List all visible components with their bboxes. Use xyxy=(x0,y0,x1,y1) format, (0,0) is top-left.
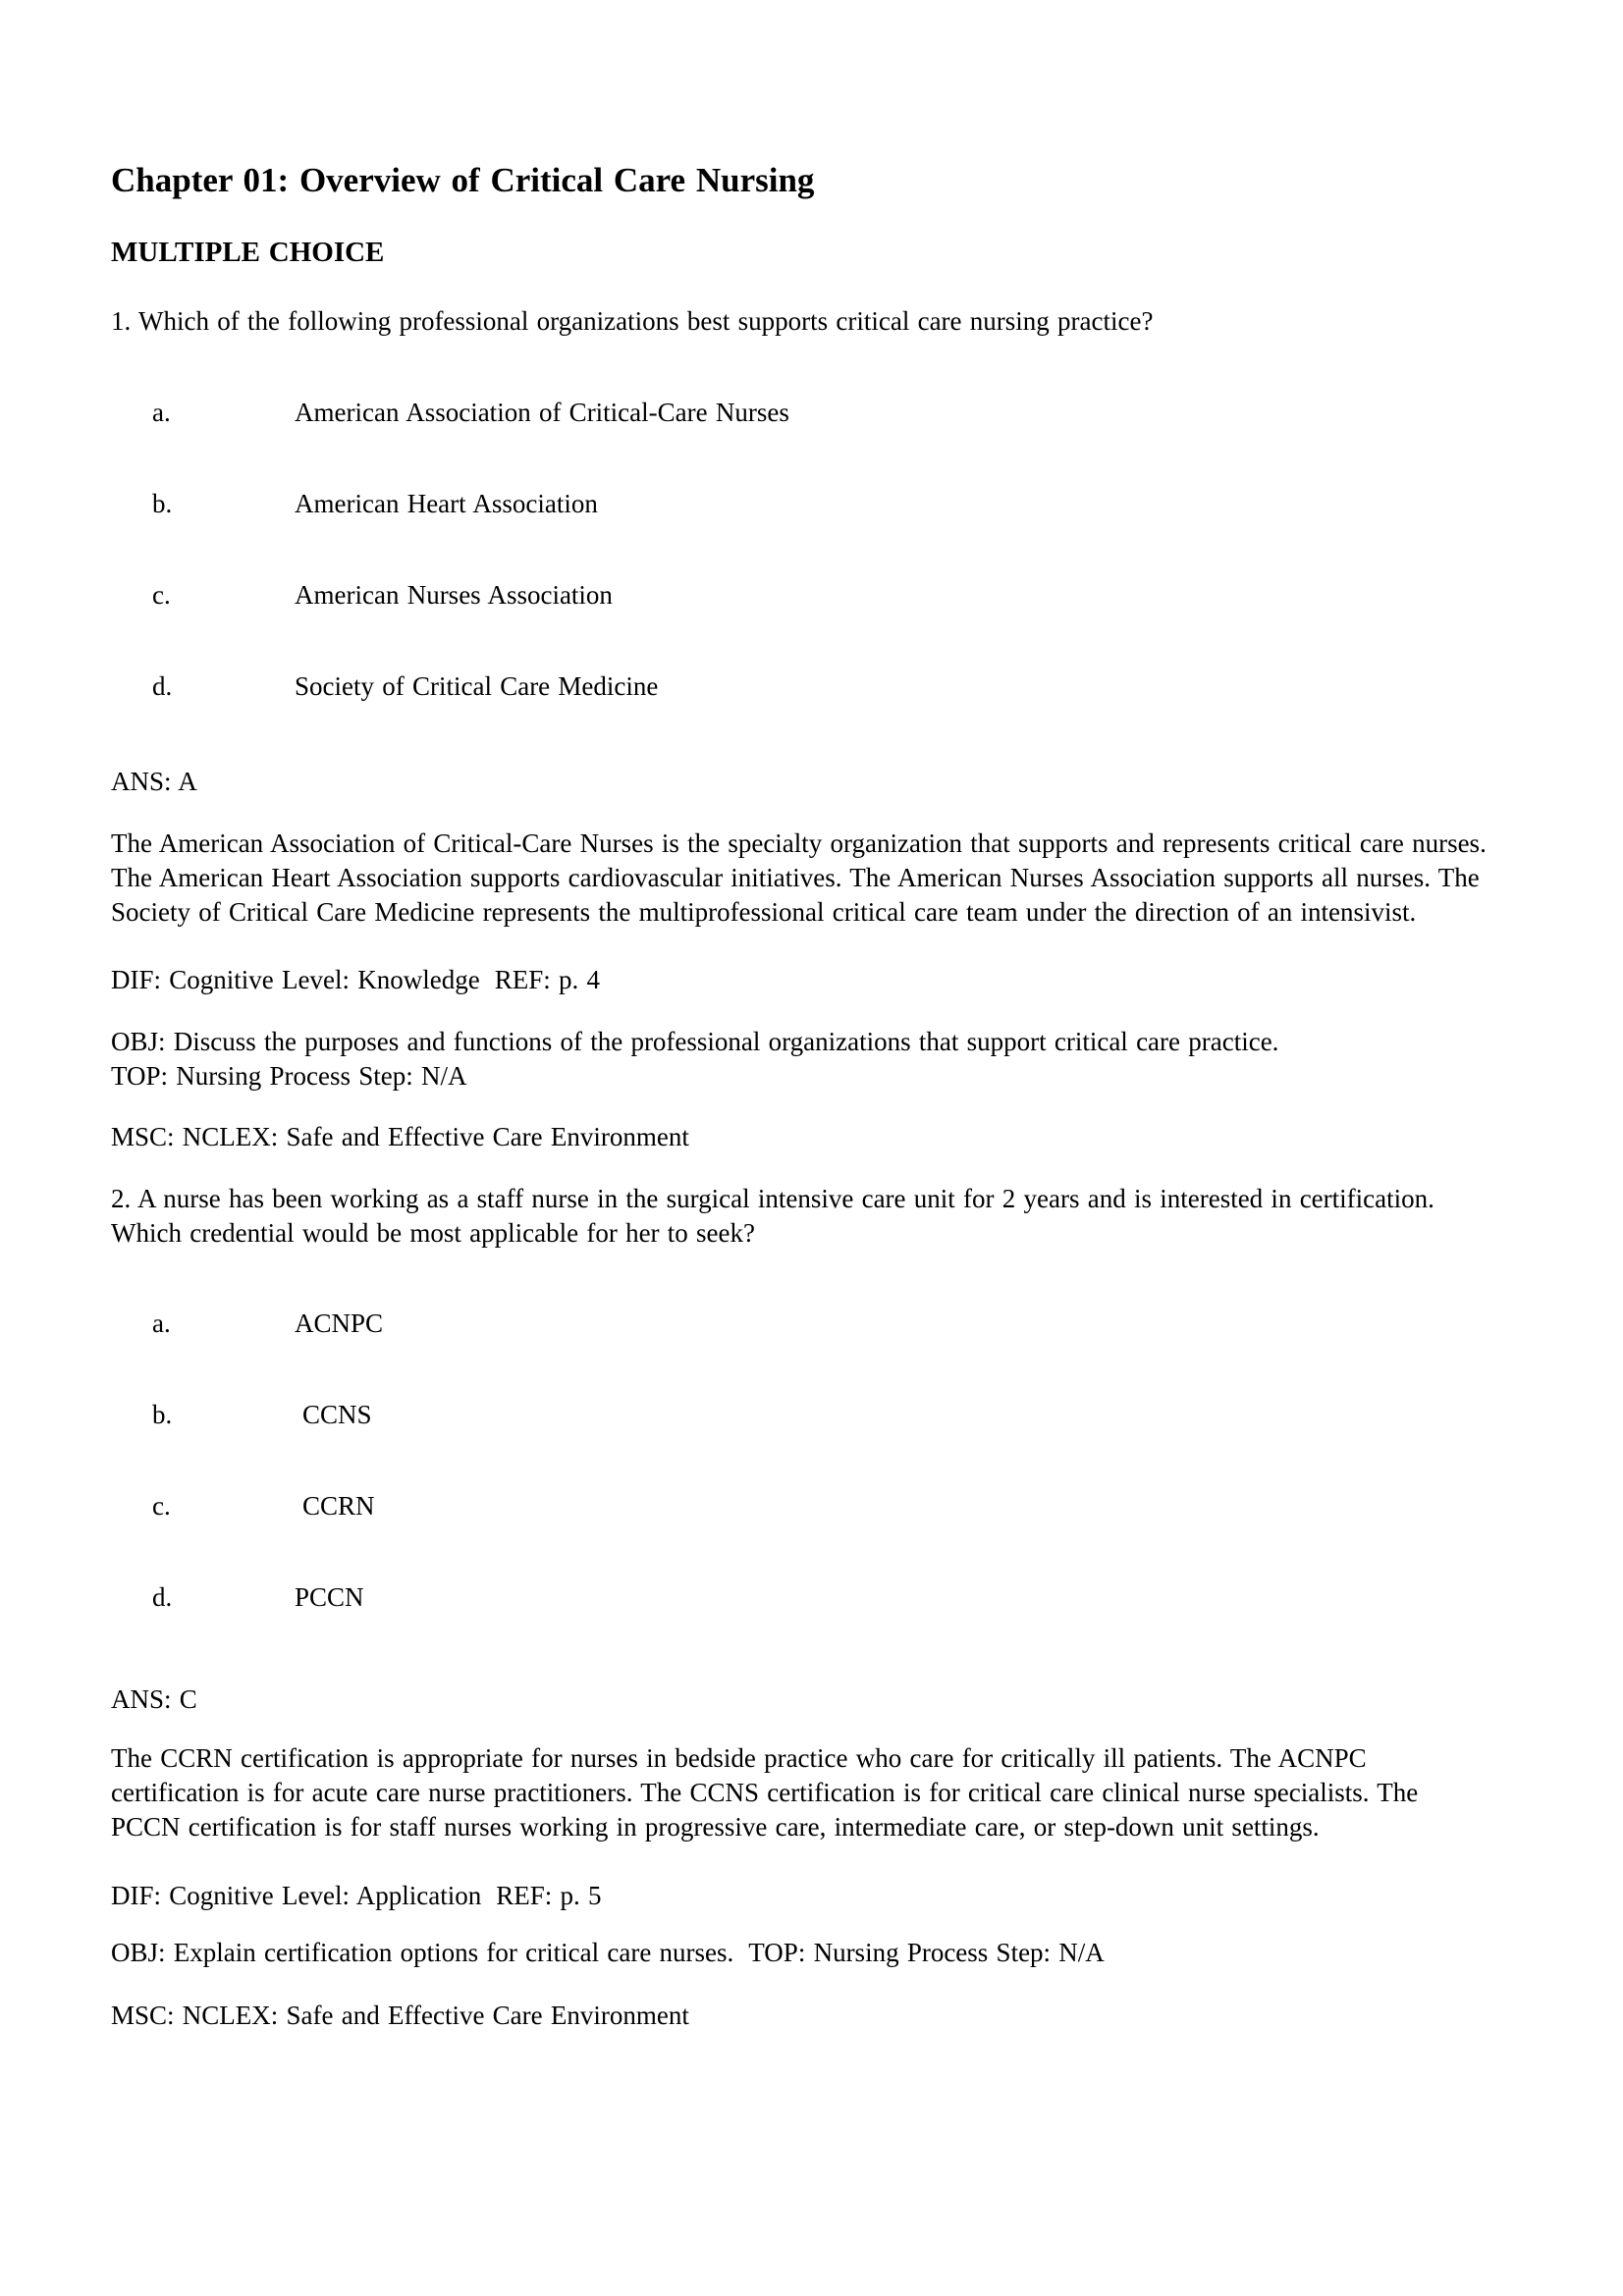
option-text: ACNPC xyxy=(295,1308,384,1338)
option-text: American Association of Critical-Care Nurses xyxy=(295,398,789,427)
answer-line: ANS: A xyxy=(111,767,197,796)
option-row-b xyxy=(111,1398,1488,1432)
top-text: TOP: Nursing Process Step: N/A xyxy=(111,1061,467,1091)
option-row-a xyxy=(111,396,1488,430)
meta-obj-line xyxy=(111,1936,1488,1970)
option-row-d xyxy=(111,669,1488,704)
page-title: Chapter 01: Overview of Critical Care Nursing xyxy=(111,161,815,199)
option-text: PCCN xyxy=(295,1582,364,1612)
obj-text: OBJ: Explain certification options for critical care nurses. xyxy=(111,1938,734,1967)
question-1 xyxy=(111,304,1488,1154)
option-row-c xyxy=(111,578,1488,613)
section-heading: MULTIPLE CHOICE xyxy=(111,237,385,268)
meta-msc-line: MSC: NCLEX: Safe and Effective Care Environment xyxy=(111,1122,689,1151)
option-letter: a. xyxy=(152,398,171,427)
answer-line: ANS: C xyxy=(111,1684,197,1714)
document-content xyxy=(111,160,1488,2033)
option-text: American Nurses Association xyxy=(295,580,613,610)
top-text: TOP: Nursing Process Step: N/A xyxy=(748,1938,1105,1967)
option-text: American Heart Association xyxy=(295,489,598,518)
option-letter: c. xyxy=(152,1491,171,1521)
dif-text: DIF: Cognitive Level: Knowledge xyxy=(111,965,480,994)
rationale: The CCRN certification is appropriate for nurses in bedside practice who care for critically ill patients. The ACNPC certification is for acute care nurse practitioners. The CCNS certification is for critical care clinical nurse specialists. The PCCN certification is for staff nurses working in progressive care, intermediate care, or step-down unit settings. xyxy=(111,1743,1419,1842)
option-text: CCNS xyxy=(302,1400,372,1429)
meta-msc-line: MSC: NCLEX: Safe and Effective Care Environment xyxy=(111,2001,689,2030)
dif-text: DIF: Cognitive Level: Application xyxy=(111,1881,482,1910)
option-letter: a. xyxy=(152,1308,171,1338)
option-letter: b. xyxy=(152,489,173,518)
option-text: CCRN xyxy=(302,1491,375,1521)
rationale: The American Association of Critical-Care Nurses is the specialty organization that supports and represents critical care nurses. The American Heart Association supports cardiovascular initiatives. The American Nurses Association supports all nurses. The Society of Critical Care Medicine represents the multiprofessional critical care team under the direction of an intensivist. xyxy=(111,828,1487,927)
question-stem: 1. Which of the following professional organizations best supports critical care nursing practice? xyxy=(111,306,1154,336)
option-text: Society of Critical Care Medicine xyxy=(295,671,659,701)
obj-text: OBJ: Discuss the purposes and functions of the professional organizations that support critical care practice. xyxy=(111,1027,1279,1056)
option-letter: b. xyxy=(152,1400,173,1429)
option-row-b xyxy=(111,487,1488,521)
meta-obj-line xyxy=(111,1025,1488,1094)
option-row-c xyxy=(111,1489,1488,1523)
ref-text: REF: p. 4 xyxy=(494,965,600,994)
option-row-d xyxy=(111,1580,1488,1615)
option-letter: c. xyxy=(152,580,171,610)
ref-text: REF: p. 5 xyxy=(496,1881,602,1910)
meta-dif-line xyxy=(111,1879,1488,1913)
option-letter: d. xyxy=(152,671,173,701)
option-row-a xyxy=(111,1307,1488,1341)
option-letter: d. xyxy=(152,1582,173,1612)
question-2 xyxy=(111,1182,1488,2033)
meta-dif-line xyxy=(111,963,1488,997)
question-stem: 2. A nurse has been working as a staff nurse in the surgical intensive care unit for 2 years and is interested in certification. Which credential would be most applicable for her to seek? xyxy=(111,1184,1434,1248)
